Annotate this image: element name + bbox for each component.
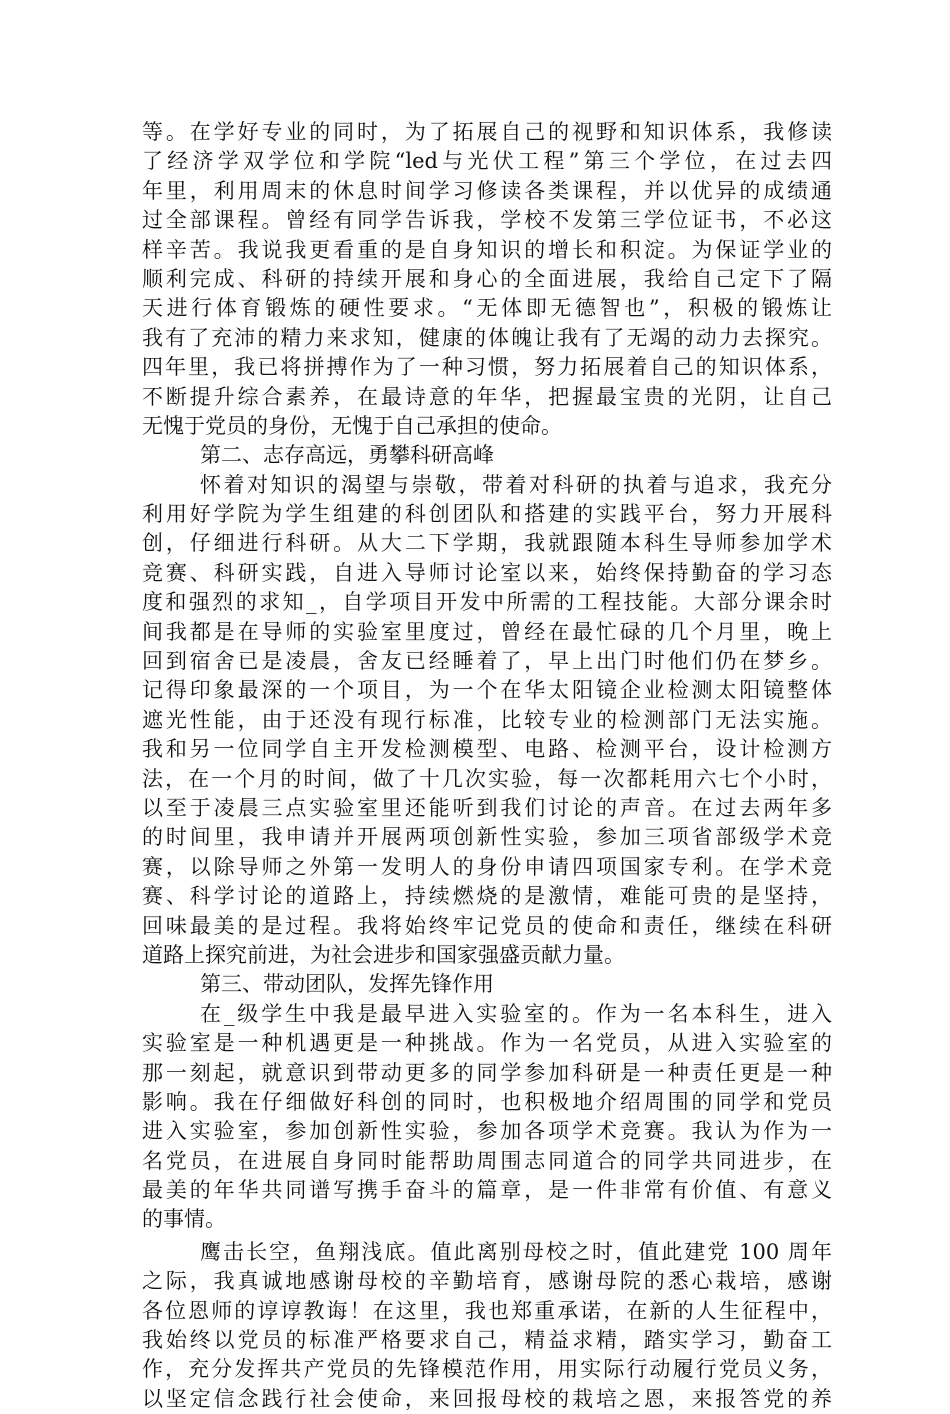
text-line: 回到宿舍已是凌晨，舍友已经睡着了，早上出门时他们仍在梦乡。 (142, 649, 832, 674)
text-line: 的时间里，我申请并开展两项创新性实验，参加三项省部级学术竞 (142, 825, 832, 850)
text-line: 过全部课程。曾经有同学告诉我，学校不发第三学位证书，不必这 (142, 208, 832, 233)
text-line: 法，在一个月的时间，做了十几次实验，每一次都耗用六七个小时， (142, 766, 832, 791)
text-line: 鹰击长空，鱼翔浅底。值此离别母校之时，值此建党 100 周年 (200, 1239, 832, 1264)
text-line: 的事情。 (142, 1207, 226, 1232)
text-line: 以坚定信念践行社会使命，来回报母校的栽培之恩，来报答党的养 (142, 1386, 832, 1411)
text-line: 以至于凌晨三点实验室里还能听到我们讨论的声音。在过去两年多 (142, 795, 832, 820)
text-line: 那一刻起，就意识到带动更多的同学参加科研是一种责任更是一种 (142, 1060, 832, 1085)
text-line: 道路上探究前进，为社会进步和国家强盛贡献力量。 (142, 942, 625, 967)
text-line: 第二、志存高远，勇攀科研高峰 (200, 443, 494, 468)
text-line: 我始终以党员的标准严格要求自己，精益求精，踏实学习，勤奋工 (142, 1328, 832, 1353)
text-line: 创，仔细进行科研。从大二下学期，我就跟随本科生导师参加学术 (142, 531, 832, 556)
text-line: 怀着对知识的渴望与崇敬，带着对科研的执着与追求，我充分 (200, 472, 832, 497)
text-line: 利用好学院为学生组建的科创团队和搭建的实践平台，努力开展科 (142, 502, 832, 527)
text-line: 名党员，在进展自身同时能帮助周围志同道合的同学共同进步，在 (142, 1148, 832, 1173)
text-line: 各位恩师的谆谆教诲！在这里，我也郑重承诺，在新的人生征程中， (142, 1298, 832, 1323)
text-line: 第三、带动团队，发挥先锋作用 (200, 972, 494, 997)
text-line: 最美的年华共同谱写携手奋斗的篇章，是一件非常有价值、有意义 (142, 1178, 832, 1203)
text-line: 间我都是在导师的实验室里度过，曾经在最忙碌的几个月里，晚上 (142, 619, 832, 644)
text-line: 我和另一位同学自主开发检测模型、电路、检测平台，设计检测方 (142, 737, 832, 762)
text-line: 记得印象最深的一个项目，为一个在华太阳镜企业检测太阳镜整体 (142, 678, 832, 703)
text-line: 竞赛、科研实践，自进入导师讨论室以来，始终保持勤奋的学习态 (142, 560, 832, 585)
text-line: 在_级学生中我是最早进入实验室的。作为一名本科生，进入 (200, 1001, 832, 1026)
text-line: 赛，以除导师之外第一发明人的身份申请四项国家专利。在学术竞 (142, 854, 832, 879)
text-line: 样辛苦。我说我更看重的是自身知识的增长和积淀。为保证学业的 (142, 237, 832, 262)
text-line: 无愧于党员的身份，无愧于自己承担的使命。 (142, 413, 562, 438)
text-line: 年里，利用周末的休息时间学习修读各类课程，并以优异的成绩通 (142, 178, 832, 203)
text-line: 四年里，我已将拼搏作为了一种习惯，努力拓展着自己的知识体系， (142, 355, 832, 380)
text-line: 等。在学好专业的同时，为了拓展自己的视野和知识体系，我修读 (142, 120, 832, 144)
text-line: 了经济学双学位和学院“led与光伏工程”第三个学位，在过去四 (142, 149, 832, 174)
text-line: 不断提升综合素养，在最诗意的年华，把握最宝贵的光阴，让自己 (142, 384, 832, 409)
text-line: 度和强烈的求知_，自学项目开发中所需的工程技能。大部分课余时 (142, 590, 832, 615)
text-line: 之际，我真诚地感谢母校的辛勤培育，感谢母院的悉心栽培，感谢 (142, 1269, 832, 1294)
text-line: 影响。我在仔细做好科创的同时，也积极地介绍周围的同学和党员 (142, 1089, 832, 1114)
text-line: 我有了充沛的精力来求知，健康的体魄让我有了无竭的动力去探究。 (142, 325, 832, 350)
text-line: 天进行体育锻炼的硬性要求。“无体即无德智也”，积极的锻炼让 (142, 296, 832, 321)
document-body (142, 118, 832, 1414)
text-line: 回味最美的是过程。我将始终牢记党员的使命和责任，继续在科研 (142, 913, 832, 938)
text-line: 作，充分发挥共产党员的先锋模范作用，用实际行动履行党员义务， (142, 1357, 832, 1382)
text-line: 顺利完成、科研的持续开展和身心的全面进展，我给自己定下了隔 (142, 266, 832, 291)
text-line: 进入实验室，参加创新性实验，参加各项学术竞赛。我认为作为一 (142, 1119, 832, 1144)
text-line: 赛、科学讨论的道路上，持续燃烧的是激情，难能可贵的是坚持， (142, 884, 832, 909)
text-line: 遮光性能，由于还没有现行标准，比较专业的检测部门无法实施。 (142, 707, 832, 732)
text-line: 实验室是一种机遇更是一种挑战。作为一名党员，从进入实验室的 (142, 1031, 832, 1056)
